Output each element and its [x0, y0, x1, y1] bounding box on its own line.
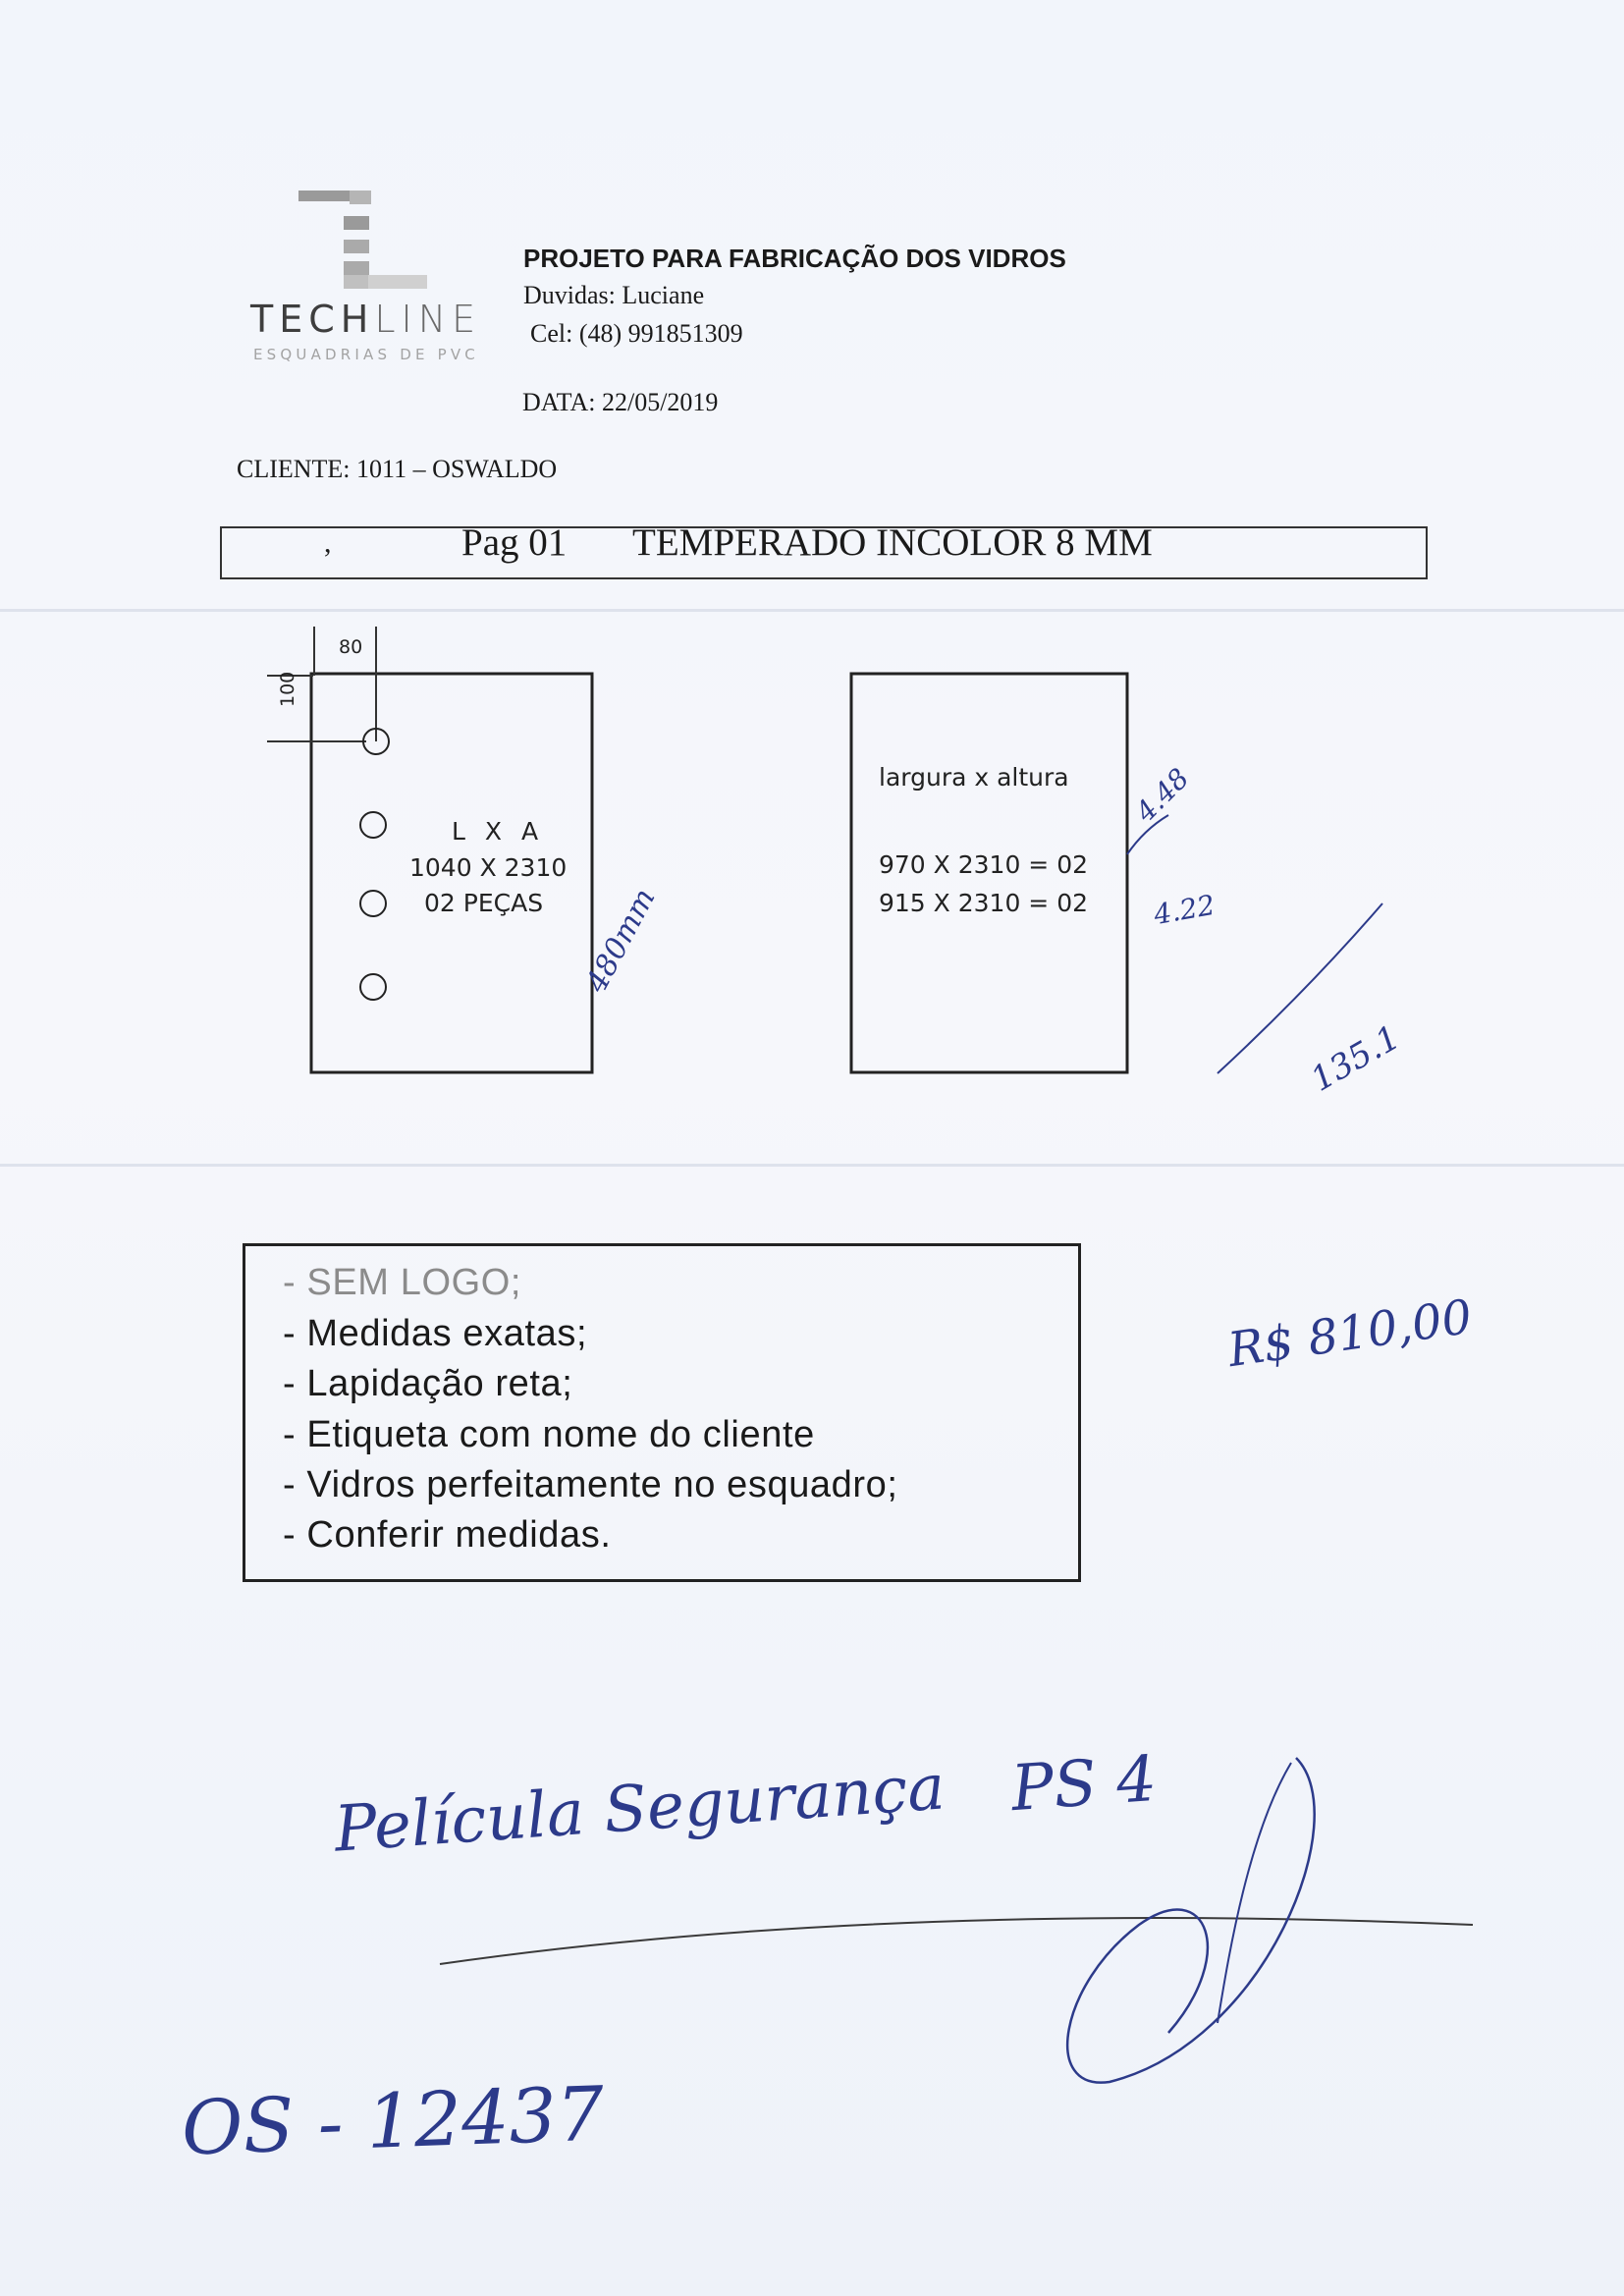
contact-line: Duvidas: Luciane	[523, 281, 705, 309]
phone-line: Cel: (48) 991851309	[530, 319, 743, 348]
title-mark: ,	[324, 526, 332, 559]
glass-type: TEMPERADO INCOLOR 8 MM	[632, 521, 1153, 564]
handwritten-448: 4.48	[1129, 761, 1196, 829]
document-title: PROJETO PARA FABRICAÇÃO DOS VIDROS	[523, 244, 1066, 273]
dim-100: 100	[277, 671, 298, 707]
pen-underline	[440, 1918, 1473, 1964]
brand-name: TECHLINE	[250, 298, 482, 341]
client-line: CLIENTE: 1011 – OSWALDO	[237, 455, 558, 483]
hole-3	[360, 891, 386, 916]
date-line: DATA: 22/05/2019	[522, 388, 719, 416]
panel-label-lxa: L X A	[452, 817, 545, 846]
brand-tagline: ESQUADRIAS DE PVC	[253, 346, 479, 363]
signature-stroke	[1218, 1763, 1291, 2023]
handwritten-film-code: PS 4	[1008, 1742, 1160, 1827]
note-item: - Vidros perfeitamente no esquadro;	[283, 1464, 898, 1505]
handwritten-film: Película Segurança	[332, 1751, 947, 1867]
hole-2	[360, 812, 386, 838]
hole-4	[360, 974, 386, 1000]
panel-count: 02 PEÇAS	[424, 889, 544, 917]
right-line-2: 915 X 2310 = 02	[879, 889, 1089, 917]
right-heading: largura x altura	[879, 763, 1069, 792]
note-item: - Lapidação reta;	[283, 1363, 573, 1404]
note-item: - Conferir medidas.	[283, 1514, 612, 1556]
page-label: Pag 01	[461, 521, 568, 564]
note-item: - Etiqueta com nome do cliente	[283, 1414, 815, 1455]
panel-size: 1040 X 2310	[409, 853, 568, 882]
handwritten-price: R$ 810,00	[1224, 1288, 1476, 1379]
right-line-1: 970 X 2310 = 02	[879, 850, 1089, 879]
note-item: - SEM LOGO;	[283, 1262, 522, 1303]
handwritten-diagonal: 135.1	[1304, 1017, 1407, 1100]
handwritten-order-number: OS - 12437	[180, 2069, 606, 2172]
dim-80: 80	[339, 636, 363, 658]
note-item: - Medidas exatas;	[283, 1313, 588, 1354]
handwritten-422: 4.22	[1151, 888, 1218, 932]
handwritten-480mm: 480mm	[579, 883, 663, 999]
